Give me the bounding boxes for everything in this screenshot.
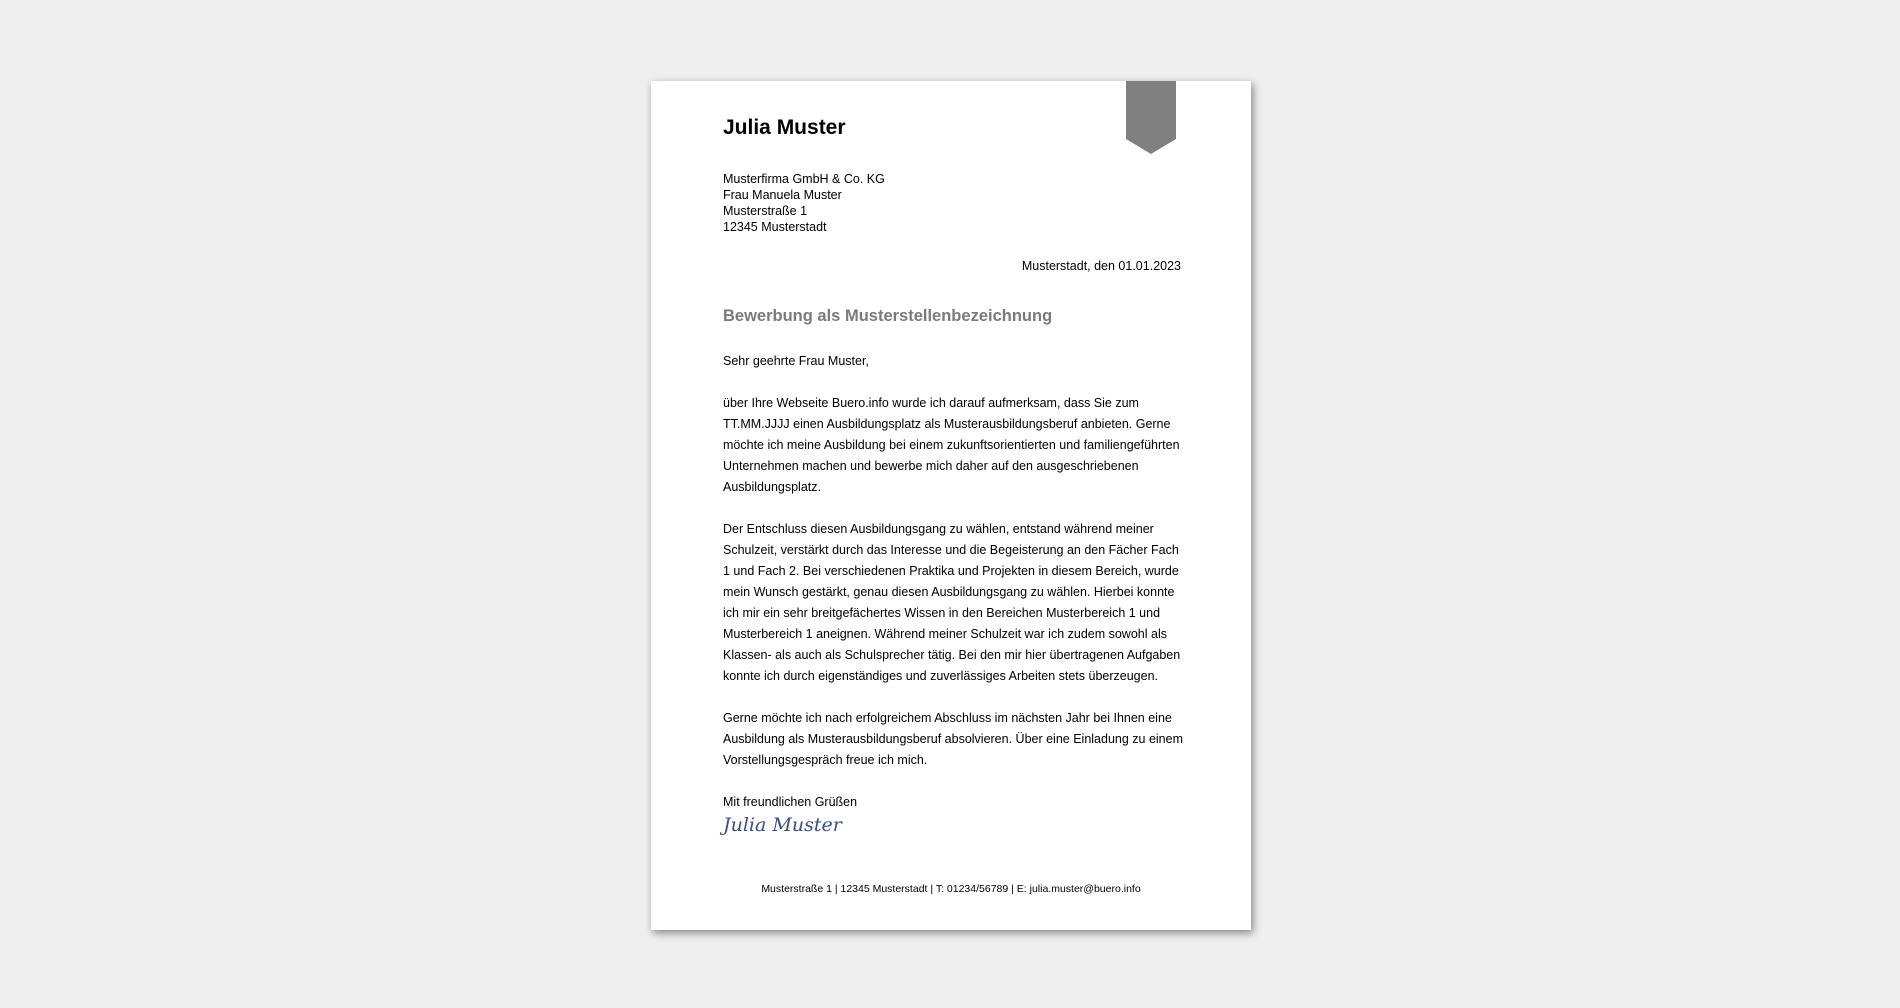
letter-body bbox=[723, 351, 1185, 813]
recipient-street: Musterstraße 1 bbox=[723, 204, 808, 218]
letter-footer: Musterstraße 1 | 12345 Musterstadt | T: 01234/56789 | E: julia.muster@buero.info bbox=[761, 883, 1141, 895]
letter-date: Musterstadt, den 01.01.2023 bbox=[1021, 259, 1181, 273]
recipient-address bbox=[723, 171, 885, 235]
salutation: Sehr geehrte Frau Muster, bbox=[723, 354, 869, 368]
recipient-contact: Frau Manuela Muster bbox=[723, 188, 842, 202]
sender-name: Julia Muster bbox=[723, 116, 846, 139]
body-paragraph: Der Entschluss diesen Ausbildungsgang zu wählen, entstand während meiner Schulzeit, verstärkt durch das Interesse und die Begeisterung an den Fächer Fach 1 und Fach 2. Bei verschiedenen Praktika und Projekten in diesem Bereich, wurde mein Wunsch gestärkt, genau diesen Ausbildungsgang zu wählen. Hierbei konnte ich mir ein sehr breitgefächertes Wissen in den Bereichen Musterbereich 1 und Musterbereich 1 aneignen. Während meiner Schulzeit war ich zudem sowohl als Klassen- als auch als Schulsprecher tätig. Bei den mir hier übertragenen Aufgaben konnte ich durch eigenständiges und zuverlässiges Arbeiten stets überzeugen. bbox=[723, 522, 1181, 683]
letter-page bbox=[651, 81, 1251, 930]
bookmark-ribbon-icon bbox=[1126, 81, 1176, 154]
body-paragraph: Gerne möchte ich nach erfolgreichem Abschluss im nächsten Jahr bei Ihnen eine Ausbildung als Musterausbildungsberuf absolvieren. Über eine Einladung zu einem Vorstellungsgespräch freue ich mich. bbox=[723, 711, 1184, 767]
letter-subject: Bewerbung als Musterstellenbezeichnung bbox=[723, 307, 1053, 325]
handwritten-signature: Julia Muster bbox=[723, 814, 842, 836]
recipient-city: 12345 Musterstadt bbox=[723, 220, 827, 234]
recipient-company: Musterfirma GmbH & Co. KG bbox=[723, 172, 885, 186]
body-paragraph: über Ihre Webseite Buero.info wurde ich darauf aufmerksam, dass Sie zum TT.MM.JJJJ einen Ausbildungsplatz als Musterausbildungsberuf anbieten. Gerne möchte ich meine Ausbildung bei einem zukunftsorientierten und familiengeführten Unternehmen machen und bewerbe mich daher auf den ausgeschriebenen Ausbildungsplatz. bbox=[723, 396, 1180, 494]
closing: Mit freundlichen Grüßen bbox=[723, 795, 858, 809]
